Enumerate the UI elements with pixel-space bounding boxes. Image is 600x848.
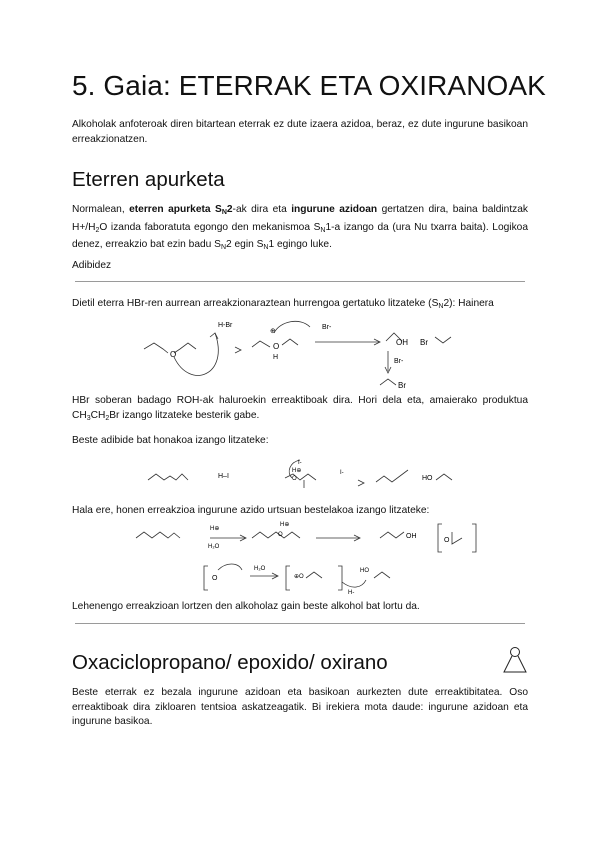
first-reaction-paragraph: Lehenengo erreakzioan lortzen den alkoholaz gain beste alkohol bat lortu da. (72, 601, 420, 612)
reaction-scheme-2 (140, 452, 480, 500)
bold-text-run: ingurune azidoan (291, 204, 378, 215)
text-run: 1 egingo luke. (268, 239, 332, 251)
page-title: 5. Gaia: ETERRAK ETA OXIRANOAK (72, 70, 546, 101)
reagent-hi: H–I (218, 473, 229, 480)
example-1-paragraph (72, 297, 532, 315)
propanol-chain (380, 532, 404, 538)
horizontal-divider-2 (75, 623, 525, 624)
text-run: eterren apurketa S (129, 204, 222, 215)
reaction-scheme-3 (130, 518, 480, 598)
oxonium-charge: ⊕ (270, 328, 276, 335)
bromoethane-product-br: Br (420, 338, 428, 347)
alcohol-ho: HO (422, 475, 433, 482)
text-run: 2): Hainera (443, 298, 494, 309)
text-run: HBr soberan badago ROH-ak haluroekin erreaktiboak dira. Hori dela eta, amaierako produktua CH (72, 395, 528, 421)
text-run: gertatzen dira, baina baldintzak H+/H (72, 204, 529, 233)
carbocation-o-2: O (212, 575, 218, 582)
bracket-right-3 (338, 566, 342, 590)
oxonium-hydrogen: H (273, 354, 279, 361)
subscript: 3 (86, 414, 91, 422)
bromoethane-br: Br (398, 381, 406, 390)
text-run: Normalean, (72, 204, 130, 215)
alkyl-chain-product (376, 470, 408, 482)
ethyl-bromide-chain (380, 379, 396, 385)
text-run: 2 (226, 204, 233, 215)
protonated-chain (252, 532, 300, 538)
subscript: N (320, 226, 326, 234)
another-example-paragraph: Beste adibide bat honakoa izango litzateke: (72, 435, 269, 446)
text-run: CH (90, 409, 106, 421)
protonated-oxygen: O (292, 476, 297, 482)
subscript: 2 (105, 414, 110, 422)
aqueous-acid-paragraph: Hala ere, honen erreakzioa ingurune azido urtsuan bestelakoa izango litzateke: (72, 505, 430, 516)
reagent-hbr: H-Br (218, 322, 233, 329)
reaction-scheme-1 (130, 313, 490, 395)
alcohol-chain (436, 474, 452, 480)
carbocation-sketch (452, 532, 462, 544)
text-run: 1-a izango da (ura Nu txarra baita). Logikoa denez, erreakzio bat ezin badu S (72, 221, 528, 251)
equilibrium-symbol (358, 480, 364, 486)
bracket-left-2 (204, 566, 208, 590)
bracket-left (438, 524, 442, 552)
horizontal-divider (75, 281, 525, 282)
text-run: Br izango litzateke besterik gabe. (109, 409, 260, 421)
oxonium-o: ⊕O (294, 574, 304, 580)
reagent-h3o: H⊕ (210, 526, 220, 532)
propanol-oh: OH (406, 533, 417, 540)
epoxide-ring (504, 656, 526, 672)
ether-chain (136, 532, 180, 538)
bracket-right (472, 524, 476, 552)
protonated-o: O (278, 532, 283, 538)
oxonium-chain-right (282, 339, 298, 345)
section-heading-epoxides: Oxaciclopropano/ epoxido/ oxirano (72, 651, 388, 674)
curved-arrow-2 (274, 321, 310, 333)
ether-cleavage-paragraph (72, 203, 528, 256)
ethanol-oh: OH (396, 338, 408, 347)
oxygen-label: O (170, 350, 177, 359)
ether-chain-left (144, 343, 168, 353)
subscript: N (263, 244, 269, 252)
ether-chain (148, 474, 188, 480)
reagent-h2o-2: H₂O (254, 566, 266, 572)
bracket-left-3 (286, 566, 290, 590)
subscript: 2 (95, 226, 100, 234)
subscript: N (438, 303, 444, 310)
epoxide-structure-icon (500, 645, 530, 677)
excess-hbr-paragraph (72, 394, 528, 426)
ethyl-bromide-product-chain (435, 337, 451, 343)
epoxide-oxygen (511, 648, 520, 657)
hydrogen-label: H- (348, 590, 355, 596)
example-label: Adibidez (72, 260, 112, 271)
subscript: N (221, 209, 227, 216)
protonated-h: H⊕ (280, 522, 290, 528)
oxonium-oxygen: O (273, 342, 280, 351)
equilibrium-symbol (235, 347, 241, 353)
isopropanol-chain (374, 572, 390, 578)
iodide-label: I- (298, 460, 302, 466)
epoxide-paragraph: Beste eterrak ez bezala ingurune azidoan eta basikoan aurkezten dute erreaktibitatea. Oso erreaktiboak dira zikloaren tentsioa askatzeagatik. Bi irekiera mota daude: ingurune azidoan eta ingurune basikoa. (72, 687, 528, 728)
bromide-nucleophile: Br- (322, 324, 332, 331)
text-run: O izanda faboratuta egongo den mekanismoa S (99, 221, 321, 233)
iodide-free: I- (340, 470, 344, 476)
reagent-h2o: H₂O (208, 544, 220, 550)
bold-text-run (129, 204, 232, 215)
text-run: -ak dira eta (232, 204, 292, 215)
oxonium-chain (306, 572, 322, 578)
ether-chain-right (174, 343, 196, 353)
bromide-reagent-2: Br- (394, 358, 404, 365)
oxonium-chain-left (252, 341, 270, 347)
subscript: N (220, 244, 227, 252)
curved-arrow (218, 564, 242, 570)
section-heading-ether-cleavage: Eterren apurketa (72, 168, 225, 191)
curved-arrow-1 (174, 333, 218, 375)
curved-arrow-2 (342, 580, 366, 587)
protonated-oxygen-h: H⊕ (292, 468, 302, 474)
intro-paragraph: Alkoholak anfoteroak diren bitartean eterrak ez dute izaera azidoa, beraz, ez dute ingurune basikoan erreakzionatzen. (72, 119, 528, 145)
text-run: 2 egin S (226, 239, 264, 251)
text-run: Dietil eterra HBr-ren aurrean arreakzionaraztean hurrengoa gertatuko litzateke (S (72, 298, 439, 309)
carbocation-o: O (444, 537, 450, 544)
isopropanol-ho: HO (360, 568, 369, 574)
